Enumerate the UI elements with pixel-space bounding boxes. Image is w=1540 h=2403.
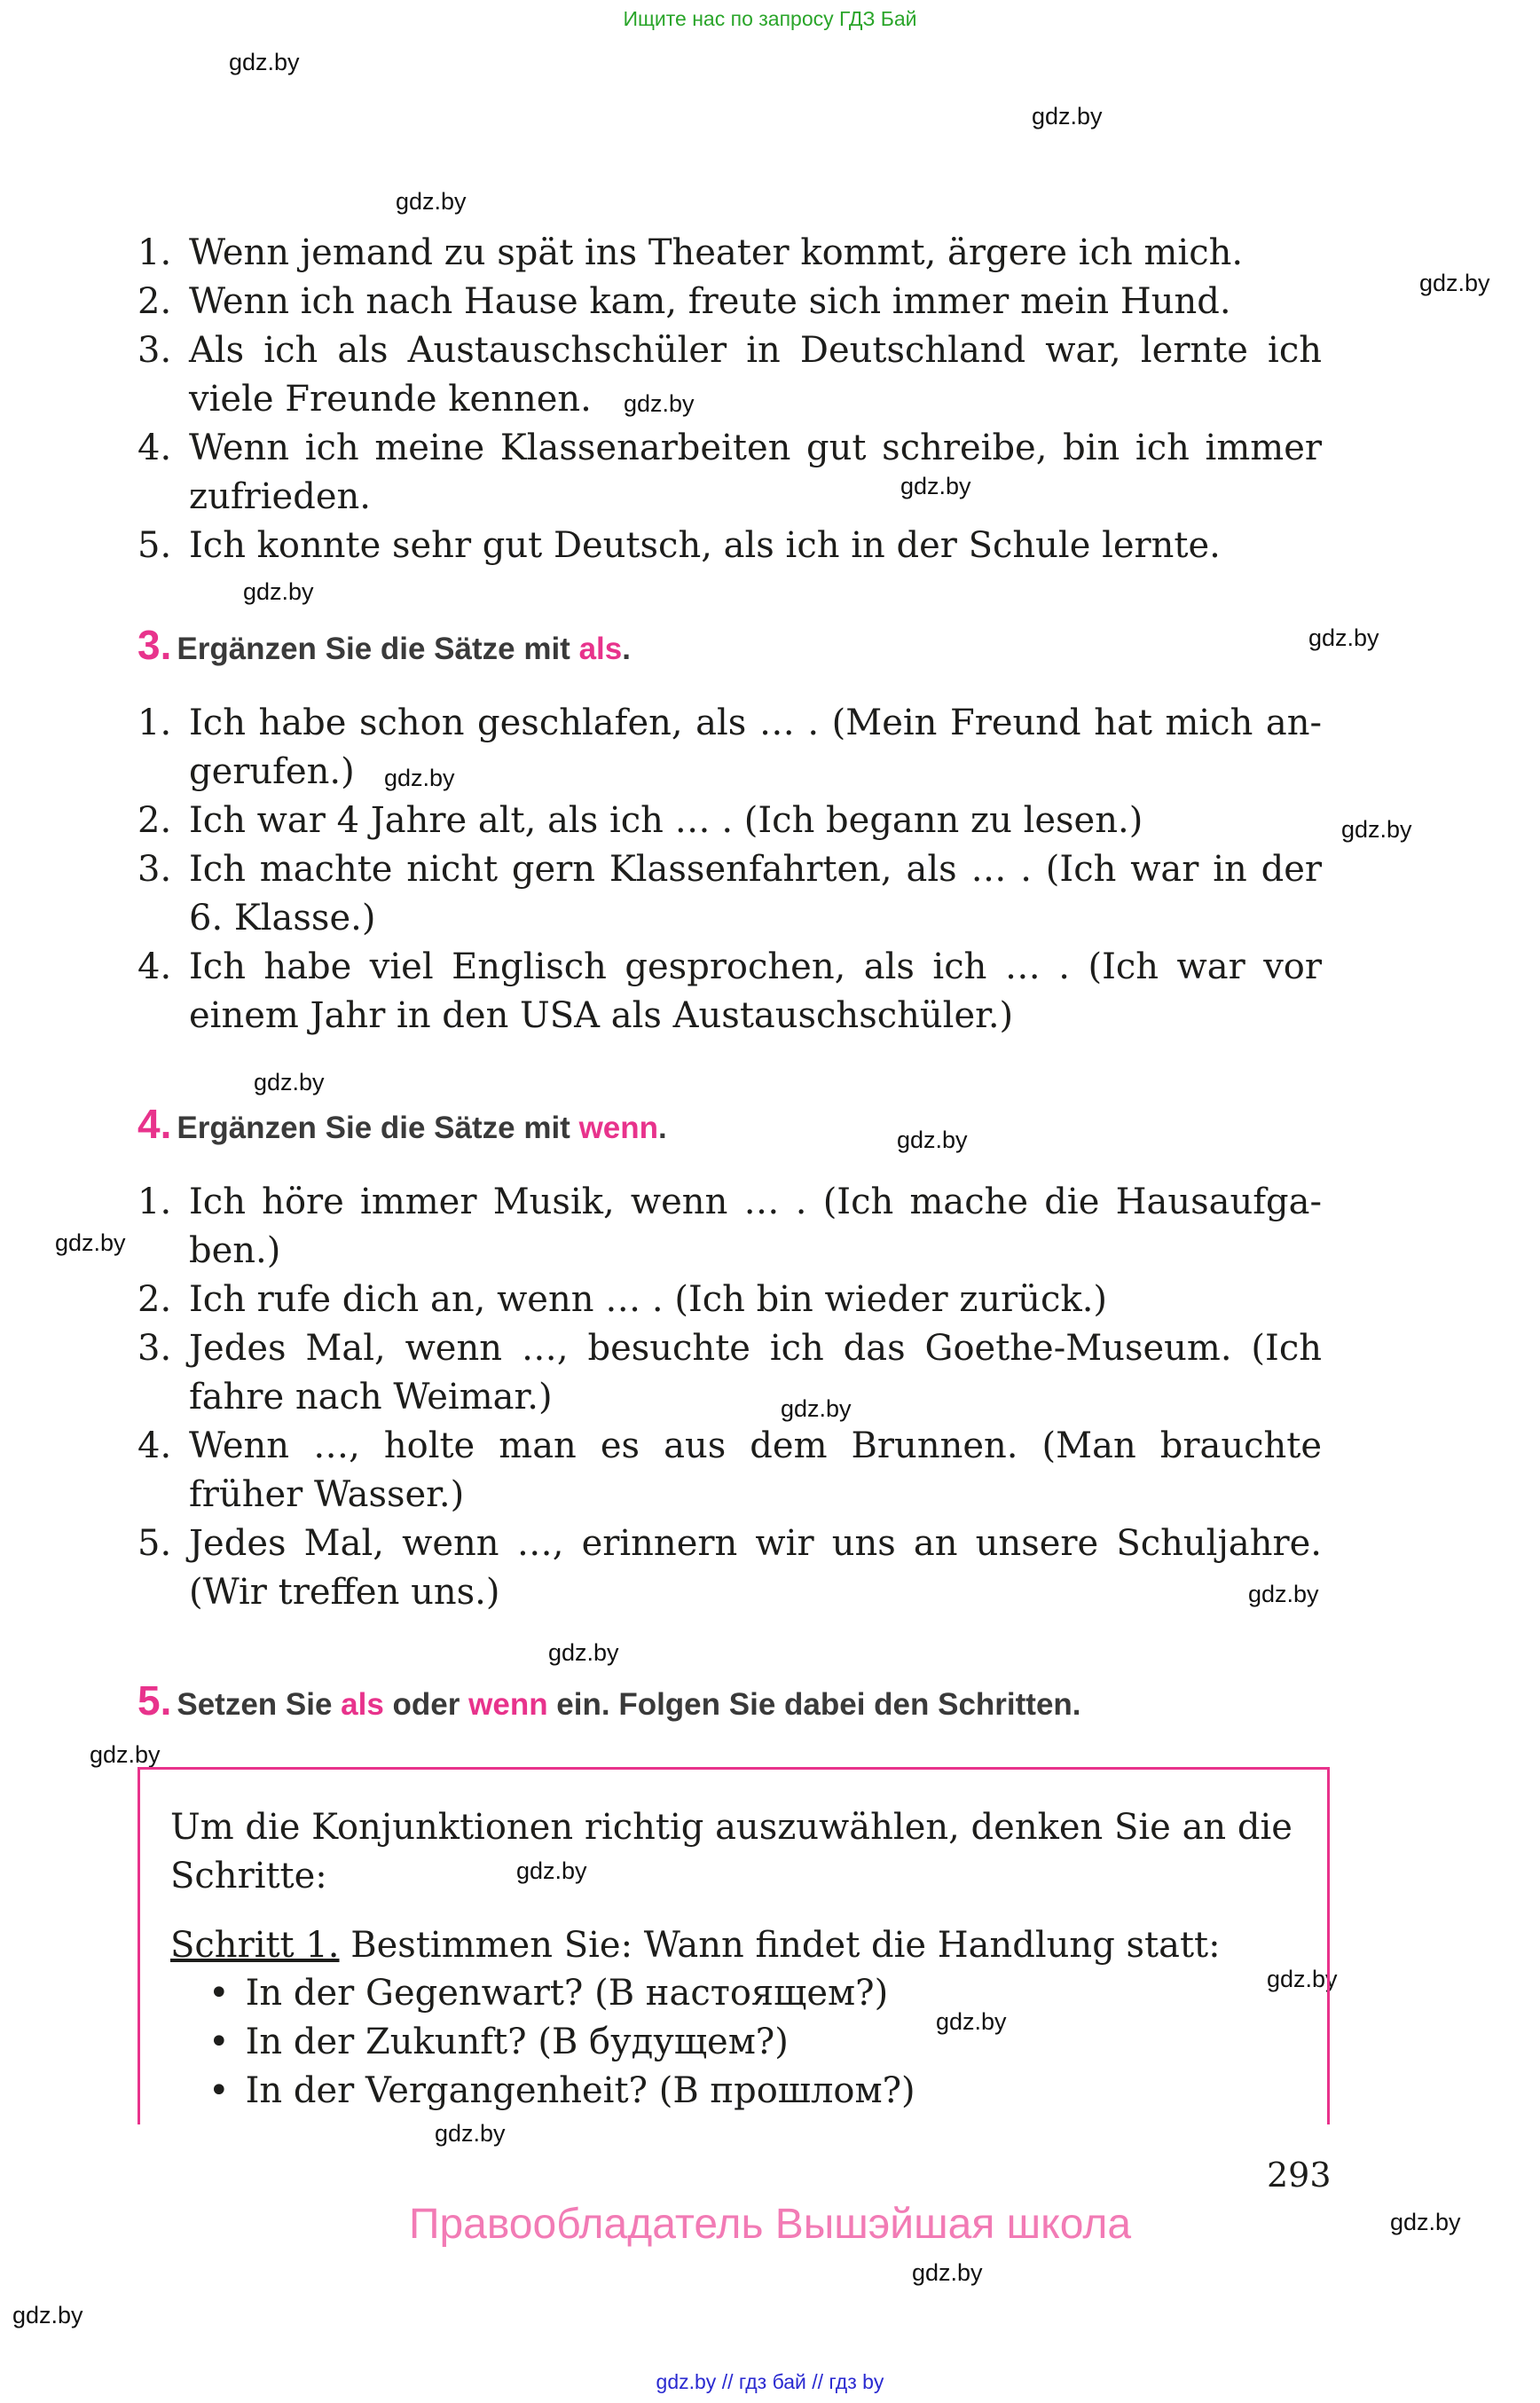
watermark: gdz.by — [1341, 816, 1412, 843]
list-item: • In der Gegenwart? (В настоящем?) — [208, 1969, 915, 2018]
list-item: 5. Ich konnte sehr gut Deutsch, als ich in der Schule lernte. — [138, 525, 1221, 566]
list-item: 4. Ich habe viel Englisch gesprochen, als ich … . (Ich war vor einem Jahr in den USA als Austauschschüler.) — [138, 946, 1322, 1036]
exercise-3-list — [138, 699, 1322, 1041]
exercise-4-list — [138, 1178, 1322, 1617]
watermark: gdz.by — [435, 2120, 506, 2147]
watermark: gdz.by — [229, 49, 300, 75]
step-bullets — [208, 1969, 915, 2116]
list-item: • In der Vergangenheit? (В прошлом?) — [208, 2067, 915, 2116]
list-item: 2. Ich rufe dich an, wenn … . (Ich bin wieder zurück.) — [138, 1279, 1108, 1320]
watermark: gdz.by — [12, 2302, 83, 2328]
watermark: gdz.by — [912, 2259, 983, 2286]
exercise-3-heading: 3. Ergänzen Sie die Sätze mit als. — [138, 622, 631, 668]
watermark: gdz.by — [897, 1127, 968, 1153]
list-item: 2. Wenn ich nach Hause kam, freute sich immer mein Hund. — [138, 281, 1231, 322]
watermark: gdz.by — [1032, 103, 1103, 130]
watermark: gdz.by — [548, 1639, 619, 1666]
watermark: gdz.by — [1267, 1966, 1338, 1992]
bottom-links[interactable]: gdz.by // гдз бай // гдз by — [656, 2370, 884, 2393]
list-item: 1. Ich habe schon geschlafen, als … . (Mein Freund hat mich an-gerufen.) — [138, 703, 1322, 792]
watermark: gdz.by — [1390, 2209, 1461, 2235]
copyright-footer: Правообладатель Вышэйшая школа — [408, 2201, 1132, 2248]
watermark: gdz.by — [516, 1857, 587, 1884]
list-item: 5. Jedes Mal, wenn …, erinnern wir uns an unsere Schuljahre. (Wir treffen uns.) — [138, 1523, 1322, 1613]
exercise-4-heading: 4. Ergänzen Sie die Sätze mit wenn. — [138, 1101, 667, 1147]
watermark: gdz.by — [1308, 624, 1379, 651]
watermark: gdz.by — [384, 765, 455, 791]
list-item: 3. Als ich als Austauschschüler in Deutschland war, lernte ich viele Freunde kennen. — [138, 330, 1322, 420]
list-item: 1. Wenn jemand zu spät ins Theater kommt, ärgere ich mich. — [138, 232, 1244, 273]
list-item: 4. Wenn …, holte man es aus dem Brunnen. (Man brauchte früher Wasser.) — [138, 1425, 1322, 1515]
list-item: 3. Jedes Mal, wenn …, besuchte ich das Goethe-Museum. (Ich fahre nach Weimar.) — [138, 1328, 1322, 1417]
list-item: • In der Zukunft? (В будущем?) — [208, 2018, 915, 2067]
list-item: 2. Ich war 4 Jahre alt, als ich … . (Ich begann zu lesen.) — [138, 800, 1143, 841]
watermark: gdz.by — [1419, 270, 1490, 296]
watermark: gdz.by — [243, 578, 314, 605]
list-item: 4. Wenn ich meine Klassenarbeiten gut schreibe, bin ich immer zufrieden. — [138, 428, 1322, 517]
exercise-5-heading: 5. Setzen Sie als oder wenn ein. Folgen Sie dabei den Schritten. — [138, 1677, 1081, 1724]
list-item: 1. Ich höre immer Musik, wenn … . (Ich mache die Hausaufga-ben.) — [138, 1182, 1322, 1271]
watermark: gdz.by — [90, 1741, 161, 1768]
watermark: gdz.by — [900, 473, 971, 499]
box-step: Schritt 1. Bestimmen Sie: Wann findet die Handlung statt: — [170, 1925, 1221, 1966]
watermark: gdz.by — [55, 1229, 126, 1256]
watermark: gdz.by — [936, 2008, 1007, 2035]
watermark: gdz.by — [1248, 1581, 1319, 1607]
list-item: 3. Ich machte nicht gern Klassenfahrten, als … . (Ich war in der 6. Klasse.) — [138, 849, 1322, 938]
watermark: gdz.by — [781, 1395, 852, 1422]
box-intro: Um die Konjunktionen richtig auszuwählen, denken Sie an die Schritte: — [170, 1807, 1292, 1896]
watermark: gdz.by — [396, 188, 467, 215]
watermark: gdz.by — [254, 1069, 325, 1095]
watermark: gdz.by — [624, 390, 695, 417]
answer-list-2 — [138, 229, 1322, 570]
page-number: 293 — [1267, 2156, 1332, 2195]
top-banner-link[interactable]: Ищите нас по запросу ГДЗ Бай — [623, 7, 917, 30]
